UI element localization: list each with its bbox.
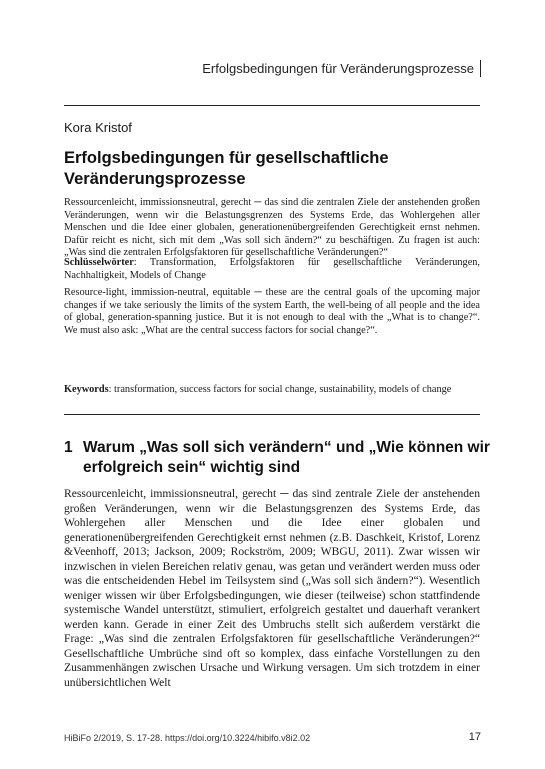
section-number: 1 xyxy=(64,439,73,456)
section-heading-text: Warum „Was soll sich verändern“ und „Wie können wir erfolgreich sein“ wichtig sind xyxy=(83,439,490,476)
article-title: Erfolgsbedingungen für gesellschaftliche Veränderungsprozesse xyxy=(64,149,389,188)
body-paragraph: Ressourcenleicht, immissionsneutral, gerecht ─ das sind zentrale Ziele der anstehenden großen Veränderungen, wenn wir die Belastungsgrenzen des Systems Erde, das Wohlergehen aller Menschen und die Idee einer globalen und generationenübergreifenden Gerechtigkeit ernst nehmen (z.B. Daschkeit, Kristof, Lorenz &Veenhoff, 2013; Jackson, 2009; Rockström, 2009; WBGU, 2011). Zwar wissen wir inzwischen in vielen Bereichen relativ genau, was getan und verändert werden muss oder was die entscheidenden Hebel im Teilsystem sind („Was soll sich ändern?“). Wesentlich weniger wissen wir über Erfolgsbedingungen, wie dieser (teilweise) schon stattfindende systemische Wandel unterstützt, stimuliert, erfolgreich gestaltet und dauerhaft verankert werden kann. Gerade in einer Zeit des Umbruchs stellt sich außerdem verstärkt die Frage: „Was sind die zentralen Erfolgsfaktoren für gesellschaftliche Veränderungen?“ Gesellschaftliche Umbrüche sind oft so komplex, dass einfache Vorstellungen zu den Zusammenhängen zwischen Ursache und Wirkung versagen. Um sich trotzdem in einer unübersichtlichen Welt xyxy=(64,487,480,689)
abstract-german: Ressourcenleicht, immissionsneutral, gerecht ─ das sind die zentralen Ziele der anstehenden großen Veränderungen, wenn wir die Belastungsgrenzen des Systems Erde, das Wohlergehen aller Menschen und die Idee einer globalen, generationenübergreifenden Gerechtigkeit ernst nehmen. Dafür reicht es nicht, sich mit dem „Was soll sich ändern?“ zu beschäftigen. Zu fragen ist auch: „Was sind die zentralen Erfolgsfaktoren für gesellschaftliche Veränderungen?“ xyxy=(64,197,480,259)
abstract-english: Resource-light, immission-neutral, equitable ─ these are the central goals of the upcoming major changes if we take seriously the limits of the system Earth, the well-being of all people and the idea of global, generation-spanning justice. But it is not enough to deal with the „What is to change?“. We must also ask: „What are the central success factors for social change?“. xyxy=(64,287,480,336)
section-heading xyxy=(64,438,499,478)
keywords-german-list: : Transformation, Erfolgsfaktoren für gesellschaftliche Veränderungen, Nachhaltigkeit, Models of Change xyxy=(64,257,480,281)
page-number: 17 xyxy=(468,731,481,743)
abstract-rule xyxy=(64,414,480,415)
keywords-german xyxy=(64,257,480,282)
keywords-english-label: Keywords xyxy=(64,384,109,395)
keywords-german-label: Schlüsselwörter xyxy=(64,257,134,268)
running-title: Erfolgsbedingungen für Veränderungsprozesse xyxy=(202,60,481,77)
footer-citation: HiBiFo 2/2019, S. 17-28. https://doi.org/10.3224/hibifo.v8i2.02 xyxy=(64,733,311,743)
header-rule xyxy=(64,105,480,106)
keywords-english xyxy=(64,384,480,397)
keywords-english-list: : transformation, success factors for social change, sustainability, models of change xyxy=(108,384,452,395)
author-name: Kora Kristof xyxy=(64,120,132,135)
